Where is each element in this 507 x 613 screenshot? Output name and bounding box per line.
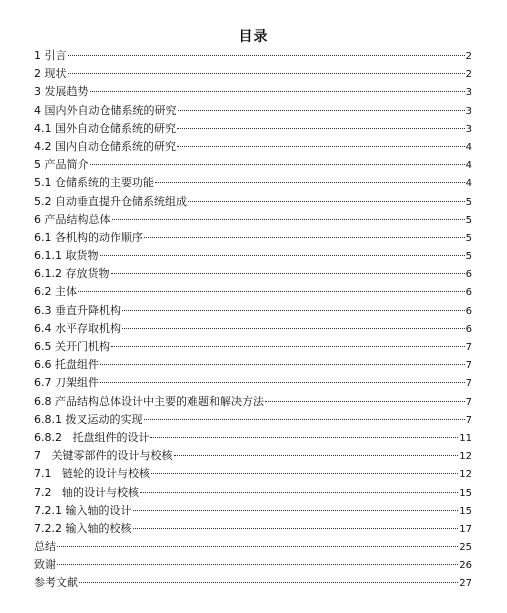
toc-entry[interactable] — [34, 429, 472, 447]
dot-leader — [177, 146, 465, 147]
toc-entry-page: 4 — [465, 178, 472, 190]
toc-entry[interactable] — [34, 484, 472, 502]
toc-entry[interactable] — [34, 47, 472, 65]
toc-entry-page: 4 — [465, 160, 472, 172]
toc-entry[interactable] — [34, 138, 472, 156]
toc-entry-label: 6.8.1 拨叉运动的实现 — [34, 412, 143, 426]
toc-entry[interactable] — [34, 283, 472, 301]
toc-entry[interactable] — [34, 193, 472, 211]
toc-entry-label: 3 发展趋势 — [34, 85, 89, 99]
toc-entry[interactable] — [34, 265, 472, 283]
toc-entry-page: 5 — [465, 214, 472, 226]
toc-entry-page: 6 — [465, 305, 472, 317]
toc-entry-page: 4 — [465, 141, 472, 153]
toc-entry-page: 2 — [465, 69, 472, 81]
dot-leader — [177, 128, 465, 129]
dot-leader — [112, 219, 465, 220]
dot-leader — [111, 273, 465, 274]
dot-leader — [100, 364, 465, 365]
toc-entry[interactable] — [34, 211, 472, 229]
dot-leader — [144, 419, 465, 420]
dot-leader — [133, 510, 459, 511]
toc-entry-page: 6 — [465, 323, 472, 335]
dot-leader — [151, 473, 458, 474]
toc-entry-page: 11 — [459, 432, 472, 444]
toc-entry-label: 6.3 垂直升降机构 — [34, 303, 121, 317]
toc-entry-label: 总结 — [34, 540, 56, 554]
toc-entry-label: 6.1.1 取货物 — [34, 249, 99, 263]
toc-entry-label: 6.2 主体 — [34, 285, 77, 299]
toc-entry-label: 6.5 关开门机构 — [34, 340, 110, 353]
toc-entry-label: 5.2 自动垂直提升仓储系统组成 — [34, 194, 187, 208]
toc-entry-label: 4.1 国外自动仓储系统的研究 — [34, 121, 176, 135]
dot-leader — [100, 382, 465, 383]
toc-entry-label: 4.2 国内自动仓储系统的研究 — [34, 139, 176, 153]
toc-entry-page: 2 — [465, 51, 472, 62]
toc-entry-label: 2 现状 — [34, 67, 67, 81]
toc-entry-page: 27 — [459, 578, 472, 590]
page-title: 目录 — [238, 29, 269, 45]
toc-entry[interactable] — [34, 411, 472, 429]
toc-entry-page: 17 — [459, 523, 472, 535]
toc-entry[interactable] — [34, 574, 472, 592]
toc-entry-label: 7.2.2 输入轴的校核 — [34, 521, 132, 535]
toc-entry[interactable] — [34, 556, 472, 574]
toc-entry[interactable] — [34, 320, 472, 338]
toc-entry-page: 3 — [465, 105, 472, 117]
dot-leader — [68, 55, 465, 56]
dot-leader — [100, 255, 465, 256]
toc-entry[interactable] — [34, 393, 472, 411]
toc-entry-label: 6.1.2 存放货物 — [34, 267, 110, 281]
toc-entry-label: 6.4 水平存取机构 — [34, 321, 121, 335]
toc-entry[interactable] — [34, 356, 472, 374]
dot-leader — [122, 310, 465, 311]
toc-entry-label: 6.1 各机构的动作顺序 — [34, 230, 143, 244]
dot-leader — [111, 346, 465, 347]
toc-entry-page: 26 — [459, 560, 472, 572]
dot-leader — [57, 546, 458, 547]
toc-entry-page: 7 — [465, 342, 472, 353]
toc-entry-page: 12 — [459, 469, 472, 481]
dot-leader — [150, 437, 458, 438]
dot-leader — [178, 110, 465, 111]
toc-entry-page: 5 — [465, 251, 472, 263]
toc-entry-page: 6 — [465, 269, 472, 281]
dot-leader — [78, 291, 465, 292]
toc-entry-label: 6.8.2 托盘组件的设计 — [34, 430, 150, 444]
dot-leader — [265, 401, 465, 402]
toc-entry-page: 3 — [465, 123, 472, 135]
toc-entry-label: 4 国内外自动仓储系统的研究 — [34, 103, 177, 117]
dot-leader — [57, 564, 458, 565]
toc-entry[interactable] — [34, 83, 472, 101]
toc-entry[interactable] — [34, 229, 472, 247]
toc-entry-page: 7 — [465, 396, 472, 408]
toc-entry[interactable] — [34, 174, 472, 192]
toc-entry[interactable] — [34, 502, 472, 520]
toc-entry-label: 6 产品结构总体 — [34, 212, 111, 226]
toc-entry-label: 致谢 — [34, 558, 56, 572]
toc-entry[interactable] — [34, 247, 472, 265]
dot-leader — [90, 91, 465, 92]
toc-entry-page: 7 — [465, 414, 472, 426]
table-of-contents — [34, 47, 472, 593]
toc-entry-label: 5.1 仓储系统的主要功能 — [34, 176, 154, 190]
toc-entry-label: 7.2 轴的设计与校核 — [34, 485, 139, 499]
toc-entry[interactable] — [34, 538, 472, 556]
toc-entry-page: 7 — [465, 378, 472, 390]
dot-leader — [68, 73, 465, 74]
dot-leader — [155, 182, 465, 183]
toc-entry[interactable] — [34, 120, 472, 138]
dot-leader — [144, 237, 465, 238]
toc-entry-page: 5 — [465, 196, 472, 208]
dot-leader — [133, 528, 459, 529]
toc-entry-page: 3 — [465, 87, 472, 99]
toc-entry-label: 6.6 托盘组件 — [34, 358, 99, 372]
toc-entry-page: 15 — [459, 505, 472, 517]
dot-leader — [174, 455, 459, 456]
toc-entry-label: 7.2.1 输入轴的设计 — [34, 503, 132, 517]
toc-entry-page: 12 — [459, 451, 472, 463]
dot-leader — [90, 164, 465, 165]
toc-entry[interactable] — [34, 520, 472, 538]
toc-entry-label: 7.1 链轮的设计与校核 — [34, 467, 150, 481]
toc-entry-page: 5 — [465, 232, 472, 244]
toc-entry[interactable] — [34, 465, 472, 483]
toc-entry-label: 1 引言 — [34, 49, 67, 62]
dot-leader — [79, 582, 458, 583]
toc-entry-label: 6.8 产品结构总体设计中主要的难题和解决方法 — [34, 394, 264, 408]
toc-entry-label: 6.7 刀架组件 — [34, 376, 99, 390]
dot-leader — [140, 492, 458, 493]
toc-entry[interactable] — [34, 65, 472, 83]
toc-entry-label: 5 产品简介 — [34, 158, 89, 172]
toc-entry[interactable] — [34, 156, 472, 174]
toc-entry[interactable] — [34, 302, 472, 320]
toc-entry-page: 25 — [459, 542, 472, 554]
toc-entry[interactable] — [34, 338, 472, 356]
toc-entry-page: 15 — [459, 487, 472, 499]
dot-leader — [122, 328, 465, 329]
toc-entry-label: 7 关键零部件的设计与校核 — [34, 449, 173, 463]
toc-entry-page: 7 — [465, 360, 472, 372]
toc-entry[interactable] — [34, 447, 472, 465]
toc-entry[interactable] — [34, 102, 472, 120]
toc-entry[interactable] — [34, 374, 472, 392]
dot-leader — [188, 201, 465, 202]
toc-entry-label: 参考文献 — [34, 576, 78, 590]
toc-entry-page: 6 — [465, 287, 472, 299]
